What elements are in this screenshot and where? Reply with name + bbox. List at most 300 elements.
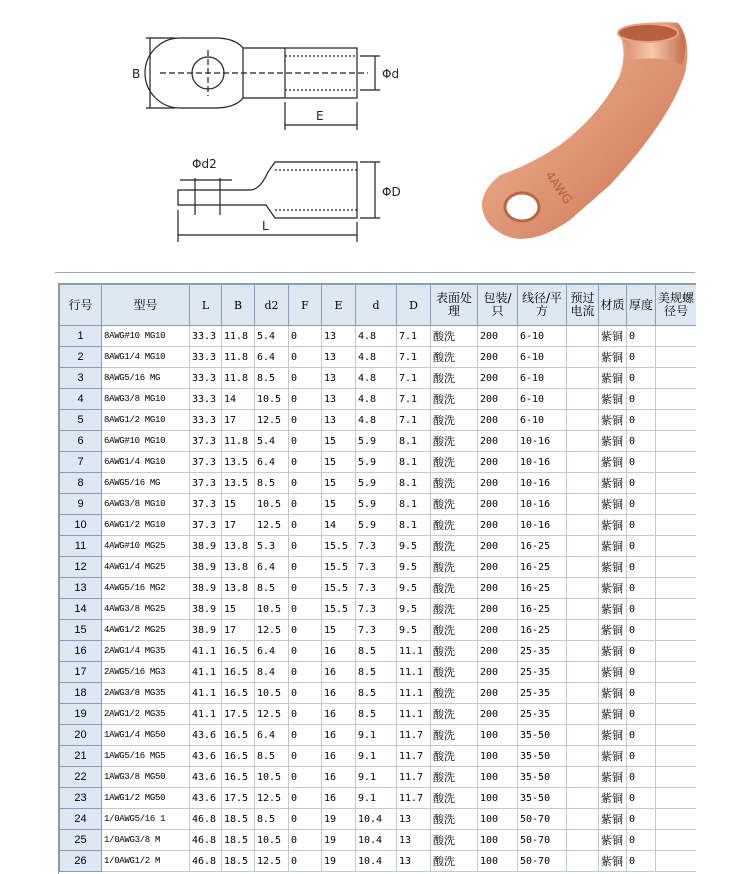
table-cell[interactable]: 0 [627,641,656,662]
table-row[interactable] [60,683,697,704]
table-cell[interactable]: 200 [478,452,518,473]
table-cell[interactable]: 0 [289,557,322,578]
table-cell[interactable]: 33.3 [190,410,222,431]
row-number-cell[interactable]: 20 [60,725,102,746]
table-cell[interactable] [567,473,599,494]
table-cell[interactable]: 10-16 [518,494,567,515]
table-cell[interactable]: 0 [289,515,322,536]
row-number-cell[interactable]: 8 [60,473,102,494]
table-cell[interactable] [567,641,599,662]
table-cell[interactable] [656,578,697,599]
table-cell[interactable]: 46.8 [190,809,222,830]
column-header[interactable]: 包装/只 [478,285,518,326]
table-cell[interactable]: 0 [627,452,656,473]
table-cell[interactable]: 5.3 [255,536,289,557]
table-cell[interactable]: 35-50 [518,725,567,746]
table-cell[interactable]: 10.5 [255,767,289,788]
table-cell[interactable] [656,830,697,851]
table-cell[interactable]: 12.5 [255,515,289,536]
row-number-cell[interactable]: 19 [60,704,102,725]
table-cell[interactable]: 8.1 [397,452,431,473]
table-cell[interactable] [567,851,599,872]
table-cell[interactable]: 200 [478,578,518,599]
row-number-cell[interactable]: 13 [60,578,102,599]
table-cell[interactable] [567,515,599,536]
table-cell[interactable]: 14 [322,515,356,536]
table-cell[interactable]: 0 [289,536,322,557]
table-cell[interactable]: 9.1 [356,725,397,746]
row-number-cell[interactable]: 5 [60,410,102,431]
table-cell[interactable]: 紫铜 [599,368,627,389]
table-cell[interactable]: 15 [322,473,356,494]
table-cell[interactable]: 8.1 [397,473,431,494]
table-cell[interactable]: 15 [322,431,356,452]
table-cell[interactable] [656,641,697,662]
table-cell[interactable] [656,452,697,473]
table-cell[interactable] [567,389,599,410]
table-cell[interactable]: 4AWG1/4 MG25 [102,557,190,578]
table-cell[interactable]: 0 [289,809,322,830]
table-cell[interactable]: 15.5 [322,599,356,620]
table-cell[interactable]: 41.1 [190,662,222,683]
table-cell[interactable]: 6-10 [518,389,567,410]
table-cell[interactable]: 15 [222,494,255,515]
table-cell[interactable]: 12.5 [255,620,289,641]
table-cell[interactable]: 15 [322,620,356,641]
table-cell[interactable]: 11.7 [397,788,431,809]
table-cell[interactable]: 8AWG#10 MG10 [102,326,190,347]
table-cell[interactable]: 0 [627,578,656,599]
table-cell[interactable]: 200 [478,368,518,389]
table-cell[interactable]: 酸洗 [431,473,478,494]
table-cell[interactable]: 33.3 [190,347,222,368]
table-cell[interactable]: 38.9 [190,620,222,641]
table-cell[interactable]: 1AWG5/16 MG5 [102,746,190,767]
column-header[interactable]: D [397,285,431,326]
table-cell[interactable]: 10.5 [255,389,289,410]
table-cell[interactable]: 15.5 [322,578,356,599]
table-cell[interactable]: 紫铜 [599,830,627,851]
table-cell[interactable]: 0 [627,662,656,683]
row-number-cell[interactable]: 24 [60,809,102,830]
table-cell[interactable]: 17 [222,620,255,641]
table-cell[interactable] [656,431,697,452]
column-header[interactable]: 美规螺径号 [656,285,697,326]
table-cell[interactable]: 8.5 [255,473,289,494]
table-cell[interactable]: 紫铜 [599,746,627,767]
table-cell[interactable]: 17.5 [222,704,255,725]
table-cell[interactable]: 7.1 [397,368,431,389]
table-cell[interactable] [567,599,599,620]
table-cell[interactable]: 200 [478,536,518,557]
table-cell[interactable]: 6AWG5/16 MG [102,473,190,494]
table-row[interactable] [60,431,697,452]
table-cell[interactable] [656,389,697,410]
table-cell[interactable]: 0 [627,515,656,536]
row-number-cell[interactable]: 11 [60,536,102,557]
column-header[interactable]: 行号 [60,285,102,326]
table-cell[interactable]: 16 [322,767,356,788]
table-cell[interactable] [567,431,599,452]
table-cell[interactable]: 酸洗 [431,620,478,641]
table-cell[interactable]: 37.3 [190,473,222,494]
table-cell[interactable]: 15 [322,494,356,515]
table-cell[interactable]: 8.1 [397,431,431,452]
table-cell[interactable]: 19 [322,809,356,830]
table-cell[interactable]: 25-35 [518,641,567,662]
table-cell[interactable] [567,620,599,641]
table-cell[interactable]: 17.5 [222,788,255,809]
row-number-cell[interactable]: 3 [60,368,102,389]
table-cell[interactable]: 43.6 [190,767,222,788]
table-cell[interactable]: 0 [289,578,322,599]
table-cell[interactable]: 5.9 [356,515,397,536]
table-cell[interactable]: 100 [478,830,518,851]
table-cell[interactable]: 10-16 [518,473,567,494]
table-cell[interactable]: 酸洗 [431,599,478,620]
table-cell[interactable]: 6.4 [255,557,289,578]
table-cell[interactable]: 16 [322,704,356,725]
table-cell[interactable]: 6.4 [255,641,289,662]
table-cell[interactable]: 200 [478,326,518,347]
table-cell[interactable]: 16-25 [518,620,567,641]
table-row[interactable] [60,473,697,494]
table-cell[interactable]: 38.9 [190,578,222,599]
table-cell[interactable]: 紫铜 [599,347,627,368]
table-cell[interactable]: 15 [222,599,255,620]
table-cell[interactable] [656,620,697,641]
table-cell[interactable]: 100 [478,725,518,746]
table-cell[interactable]: 0 [627,389,656,410]
row-number-cell[interactable]: 18 [60,683,102,704]
table-cell[interactable] [656,536,697,557]
table-cell[interactable]: 6-10 [518,347,567,368]
table-cell[interactable]: 13 [397,809,431,830]
table-cell[interactable]: 33.3 [190,368,222,389]
table-cell[interactable]: 酸洗 [431,746,478,767]
table-cell[interactable]: 紫铜 [599,725,627,746]
table-cell[interactable]: 16-25 [518,599,567,620]
column-header[interactable]: 厚度 [627,285,656,326]
table-cell[interactable]: 6AWG1/2 MG10 [102,515,190,536]
table-cell[interactable]: 酸洗 [431,683,478,704]
table-cell[interactable]: 16.5 [222,641,255,662]
column-header[interactable]: B [222,285,255,326]
row-number-cell[interactable]: 23 [60,788,102,809]
table-cell[interactable]: 紫铜 [599,704,627,725]
column-header[interactable]: E [322,285,356,326]
table-cell[interactable]: 0 [627,788,656,809]
table-cell[interactable]: 10.5 [255,683,289,704]
table-cell[interactable]: 酸洗 [431,662,478,683]
table-cell[interactable]: 11.7 [397,746,431,767]
table-row[interactable] [60,389,697,410]
table-cell[interactable]: 38.9 [190,536,222,557]
table-cell[interactable]: 4AWG5/16 MG2 [102,578,190,599]
table-cell[interactable]: 13.5 [222,473,255,494]
table-cell[interactable]: 8.5 [255,368,289,389]
table-cell[interactable]: 8AWG5/16 MG [102,368,190,389]
table-cell[interactable]: 200 [478,347,518,368]
table-cell[interactable]: 7.3 [356,620,397,641]
table-cell[interactable]: 100 [478,788,518,809]
row-number-cell[interactable]: 14 [60,599,102,620]
column-header[interactable]: 表面处理 [431,285,478,326]
table-cell[interactable]: 9.5 [397,578,431,599]
table-cell[interactable]: 15.5 [322,536,356,557]
table-cell[interactable]: 35-50 [518,746,567,767]
table-cell[interactable]: 12.5 [255,788,289,809]
table-cell[interactable]: 43.6 [190,746,222,767]
table-cell[interactable]: 200 [478,515,518,536]
table-cell[interactable]: 7.3 [356,557,397,578]
table-cell[interactable]: 紫铜 [599,809,627,830]
table-cell[interactable]: 7.1 [397,326,431,347]
table-cell[interactable]: 50-70 [518,851,567,872]
table-cell[interactable]: 紫铜 [599,557,627,578]
table-cell[interactable]: 4.8 [356,326,397,347]
table-cell[interactable]: 紫铜 [599,473,627,494]
table-cell[interactable]: 0 [289,452,322,473]
table-cell[interactable]: 酸洗 [431,851,478,872]
table-cell[interactable] [656,788,697,809]
table-cell[interactable]: 紫铜 [599,683,627,704]
table-cell[interactable]: 0 [627,620,656,641]
table-row[interactable] [60,536,697,557]
table-cell[interactable]: 1AWG1/4 MG50 [102,725,190,746]
table-cell[interactable]: 紫铜 [599,452,627,473]
table-cell[interactable]: 200 [478,620,518,641]
table-cell[interactable]: 紫铜 [599,515,627,536]
table-cell[interactable]: 38.9 [190,599,222,620]
table-cell[interactable]: 12.5 [255,851,289,872]
row-number-cell[interactable]: 10 [60,515,102,536]
table-cell[interactable]: 11.8 [222,368,255,389]
table-cell[interactable]: 0 [627,410,656,431]
table-cell[interactable]: 8.5 [255,746,289,767]
table-cell[interactable] [567,536,599,557]
table-cell[interactable]: 8.5 [255,809,289,830]
table-cell[interactable]: 9.1 [356,788,397,809]
table-cell[interactable] [567,452,599,473]
table-cell[interactable]: 16.5 [222,662,255,683]
table-cell[interactable]: 200 [478,662,518,683]
table-cell[interactable]: 100 [478,809,518,830]
table-cell[interactable]: 0 [627,599,656,620]
table-cell[interactable]: 16-25 [518,557,567,578]
row-number-cell[interactable]: 15 [60,620,102,641]
table-cell[interactable]: 33.3 [190,326,222,347]
table-cell[interactable] [567,326,599,347]
table-cell[interactable]: 37.3 [190,515,222,536]
table-cell[interactable] [567,704,599,725]
table-cell[interactable]: 紫铜 [599,389,627,410]
table-cell[interactable]: 0 [289,830,322,851]
table-cell[interactable] [656,599,697,620]
table-cell[interactable]: 15.5 [322,557,356,578]
column-header[interactable]: d [356,285,397,326]
table-cell[interactable]: 8.1 [397,515,431,536]
table-cell[interactable]: 8.4 [255,662,289,683]
table-cell[interactable]: 6.4 [255,725,289,746]
table-cell[interactable]: 19 [322,851,356,872]
table-cell[interactable]: 8AWG3/8 MG10 [102,389,190,410]
table-cell[interactable]: 酸洗 [431,578,478,599]
table-cell[interactable]: 9.1 [356,746,397,767]
table-cell[interactable]: 0 [627,536,656,557]
table-cell[interactable]: 酸洗 [431,536,478,557]
table-cell[interactable]: 8.5 [356,662,397,683]
table-cell[interactable]: 4AWG#10 MG25 [102,536,190,557]
table-cell[interactable]: 8.5 [356,641,397,662]
table-cell[interactable]: 13 [322,347,356,368]
table-cell[interactable]: 13 [397,851,431,872]
table-cell[interactable]: 100 [478,851,518,872]
table-cell[interactable]: 200 [478,431,518,452]
table-cell[interactable]: 酸洗 [431,431,478,452]
table-cell[interactable] [656,746,697,767]
table-cell[interactable]: 46.8 [190,830,222,851]
table-cell[interactable]: 酸洗 [431,809,478,830]
row-number-cell[interactable]: 6 [60,431,102,452]
table-cell[interactable]: 8AWG1/2 MG10 [102,410,190,431]
table-cell[interactable]: 0 [627,557,656,578]
table-cell[interactable]: 46.8 [190,851,222,872]
table-cell[interactable]: 6.4 [255,452,289,473]
table-cell[interactable]: 12.5 [255,410,289,431]
table-cell[interactable]: 50-70 [518,830,567,851]
table-cell[interactable]: 37.3 [190,431,222,452]
table-cell[interactable] [656,704,697,725]
table-cell[interactable] [656,683,697,704]
table-cell[interactable]: 200 [478,641,518,662]
table-cell[interactable] [567,725,599,746]
table-row[interactable] [60,788,697,809]
table-cell[interactable] [567,368,599,389]
table-cell[interactable]: 紫铜 [599,767,627,788]
table-cell[interactable]: 紫铜 [599,431,627,452]
table-row[interactable] [60,578,697,599]
table-cell[interactable]: 酸洗 [431,557,478,578]
table-cell[interactable]: 7.1 [397,347,431,368]
table-cell[interactable]: 0 [289,431,322,452]
table-cell[interactable] [567,494,599,515]
table-cell[interactable]: 9.5 [397,536,431,557]
table-cell[interactable]: 38.9 [190,557,222,578]
table-cell[interactable]: 8.5 [356,704,397,725]
table-cell[interactable]: 0 [627,767,656,788]
table-cell[interactable]: 9.1 [356,767,397,788]
table-cell[interactable] [567,557,599,578]
table-cell[interactable]: 酸洗 [431,725,478,746]
table-cell[interactable] [567,809,599,830]
table-cell[interactable]: 0 [627,368,656,389]
table-cell[interactable]: 5.9 [356,452,397,473]
table-cell[interactable]: 10-16 [518,452,567,473]
table-cell[interactable]: 0 [289,410,322,431]
table-cell[interactable]: 0 [289,683,322,704]
table-cell[interactable]: 1/0AWG5/16 1 [102,809,190,830]
table-cell[interactable] [656,347,697,368]
table-cell[interactable]: 16 [322,788,356,809]
table-cell[interactable]: 紫铜 [599,620,627,641]
table-cell[interactable]: 10.5 [255,494,289,515]
table-cell[interactable]: 200 [478,599,518,620]
table-cell[interactable]: 0 [627,704,656,725]
table-cell[interactable]: 0 [289,662,322,683]
row-number-cell[interactable]: 2 [60,347,102,368]
table-cell[interactable]: 紫铜 [599,578,627,599]
table-row[interactable] [60,662,697,683]
table-cell[interactable] [656,473,697,494]
table-cell[interactable]: 13.8 [222,536,255,557]
table-cell[interactable]: 43.6 [190,788,222,809]
table-cell[interactable]: 16-25 [518,536,567,557]
table-cell[interactable]: 13.8 [222,557,255,578]
table-cell[interactable]: 1AWG3/8 MG50 [102,767,190,788]
row-number-cell[interactable]: 25 [60,830,102,851]
table-cell[interactable]: 11.1 [397,662,431,683]
table-cell[interactable]: 0 [289,368,322,389]
table-cell[interactable]: 酸洗 [431,515,478,536]
table-cell[interactable]: 11.1 [397,683,431,704]
table-cell[interactable]: 紫铜 [599,662,627,683]
table-cell[interactable]: 酸洗 [431,641,478,662]
table-cell[interactable] [656,662,697,683]
table-cell[interactable] [567,767,599,788]
table-cell[interactable]: 紫铜 [599,494,627,515]
table-cell[interactable]: 0 [627,809,656,830]
table-cell[interactable]: 18.5 [222,830,255,851]
table-cell[interactable]: 13 [397,830,431,851]
table-cell[interactable]: 16 [322,725,356,746]
table-cell[interactable]: 43.6 [190,725,222,746]
column-header[interactable]: 材质 [599,285,627,326]
table-row[interactable] [60,725,697,746]
table-cell[interactable]: 酸洗 [431,704,478,725]
table-cell[interactable] [567,662,599,683]
table-cell[interactable]: 13.8 [222,578,255,599]
table-cell[interactable]: 5.4 [255,326,289,347]
column-header[interactable]: d2 [255,285,289,326]
table-cell[interactable]: 酸洗 [431,788,478,809]
table-cell[interactable]: 酸洗 [431,410,478,431]
table-cell[interactable]: 酸洗 [431,830,478,851]
table-cell[interactable]: 18.5 [222,809,255,830]
table-cell[interactable]: 酸洗 [431,326,478,347]
column-header[interactable]: 型号 [102,285,190,326]
row-number-cell[interactable]: 17 [60,662,102,683]
table-cell[interactable]: 7.3 [356,536,397,557]
table-cell[interactable]: 6-10 [518,368,567,389]
table-cell[interactable]: 7.3 [356,578,397,599]
table-cell[interactable]: 0 [289,641,322,662]
table-cell[interactable]: 2AWG1/4 MG35 [102,641,190,662]
table-cell[interactable]: 6AWG3/8 MG10 [102,494,190,515]
table-cell[interactable]: 11.1 [397,704,431,725]
table-cell[interactable]: 紫铜 [599,851,627,872]
table-cell[interactable]: 41.1 [190,704,222,725]
table-cell[interactable]: 0 [289,389,322,410]
table-cell[interactable]: 8.5 [356,683,397,704]
table-cell[interactable]: 紫铜 [599,788,627,809]
table-cell[interactable]: 35-50 [518,788,567,809]
table-cell[interactable]: 4AWG3/8 MG25 [102,599,190,620]
table-cell[interactable]: 0 [627,746,656,767]
table-cell[interactable]: 0 [289,788,322,809]
table-row[interactable] [60,368,697,389]
table-cell[interactable]: 18.5 [222,851,255,872]
